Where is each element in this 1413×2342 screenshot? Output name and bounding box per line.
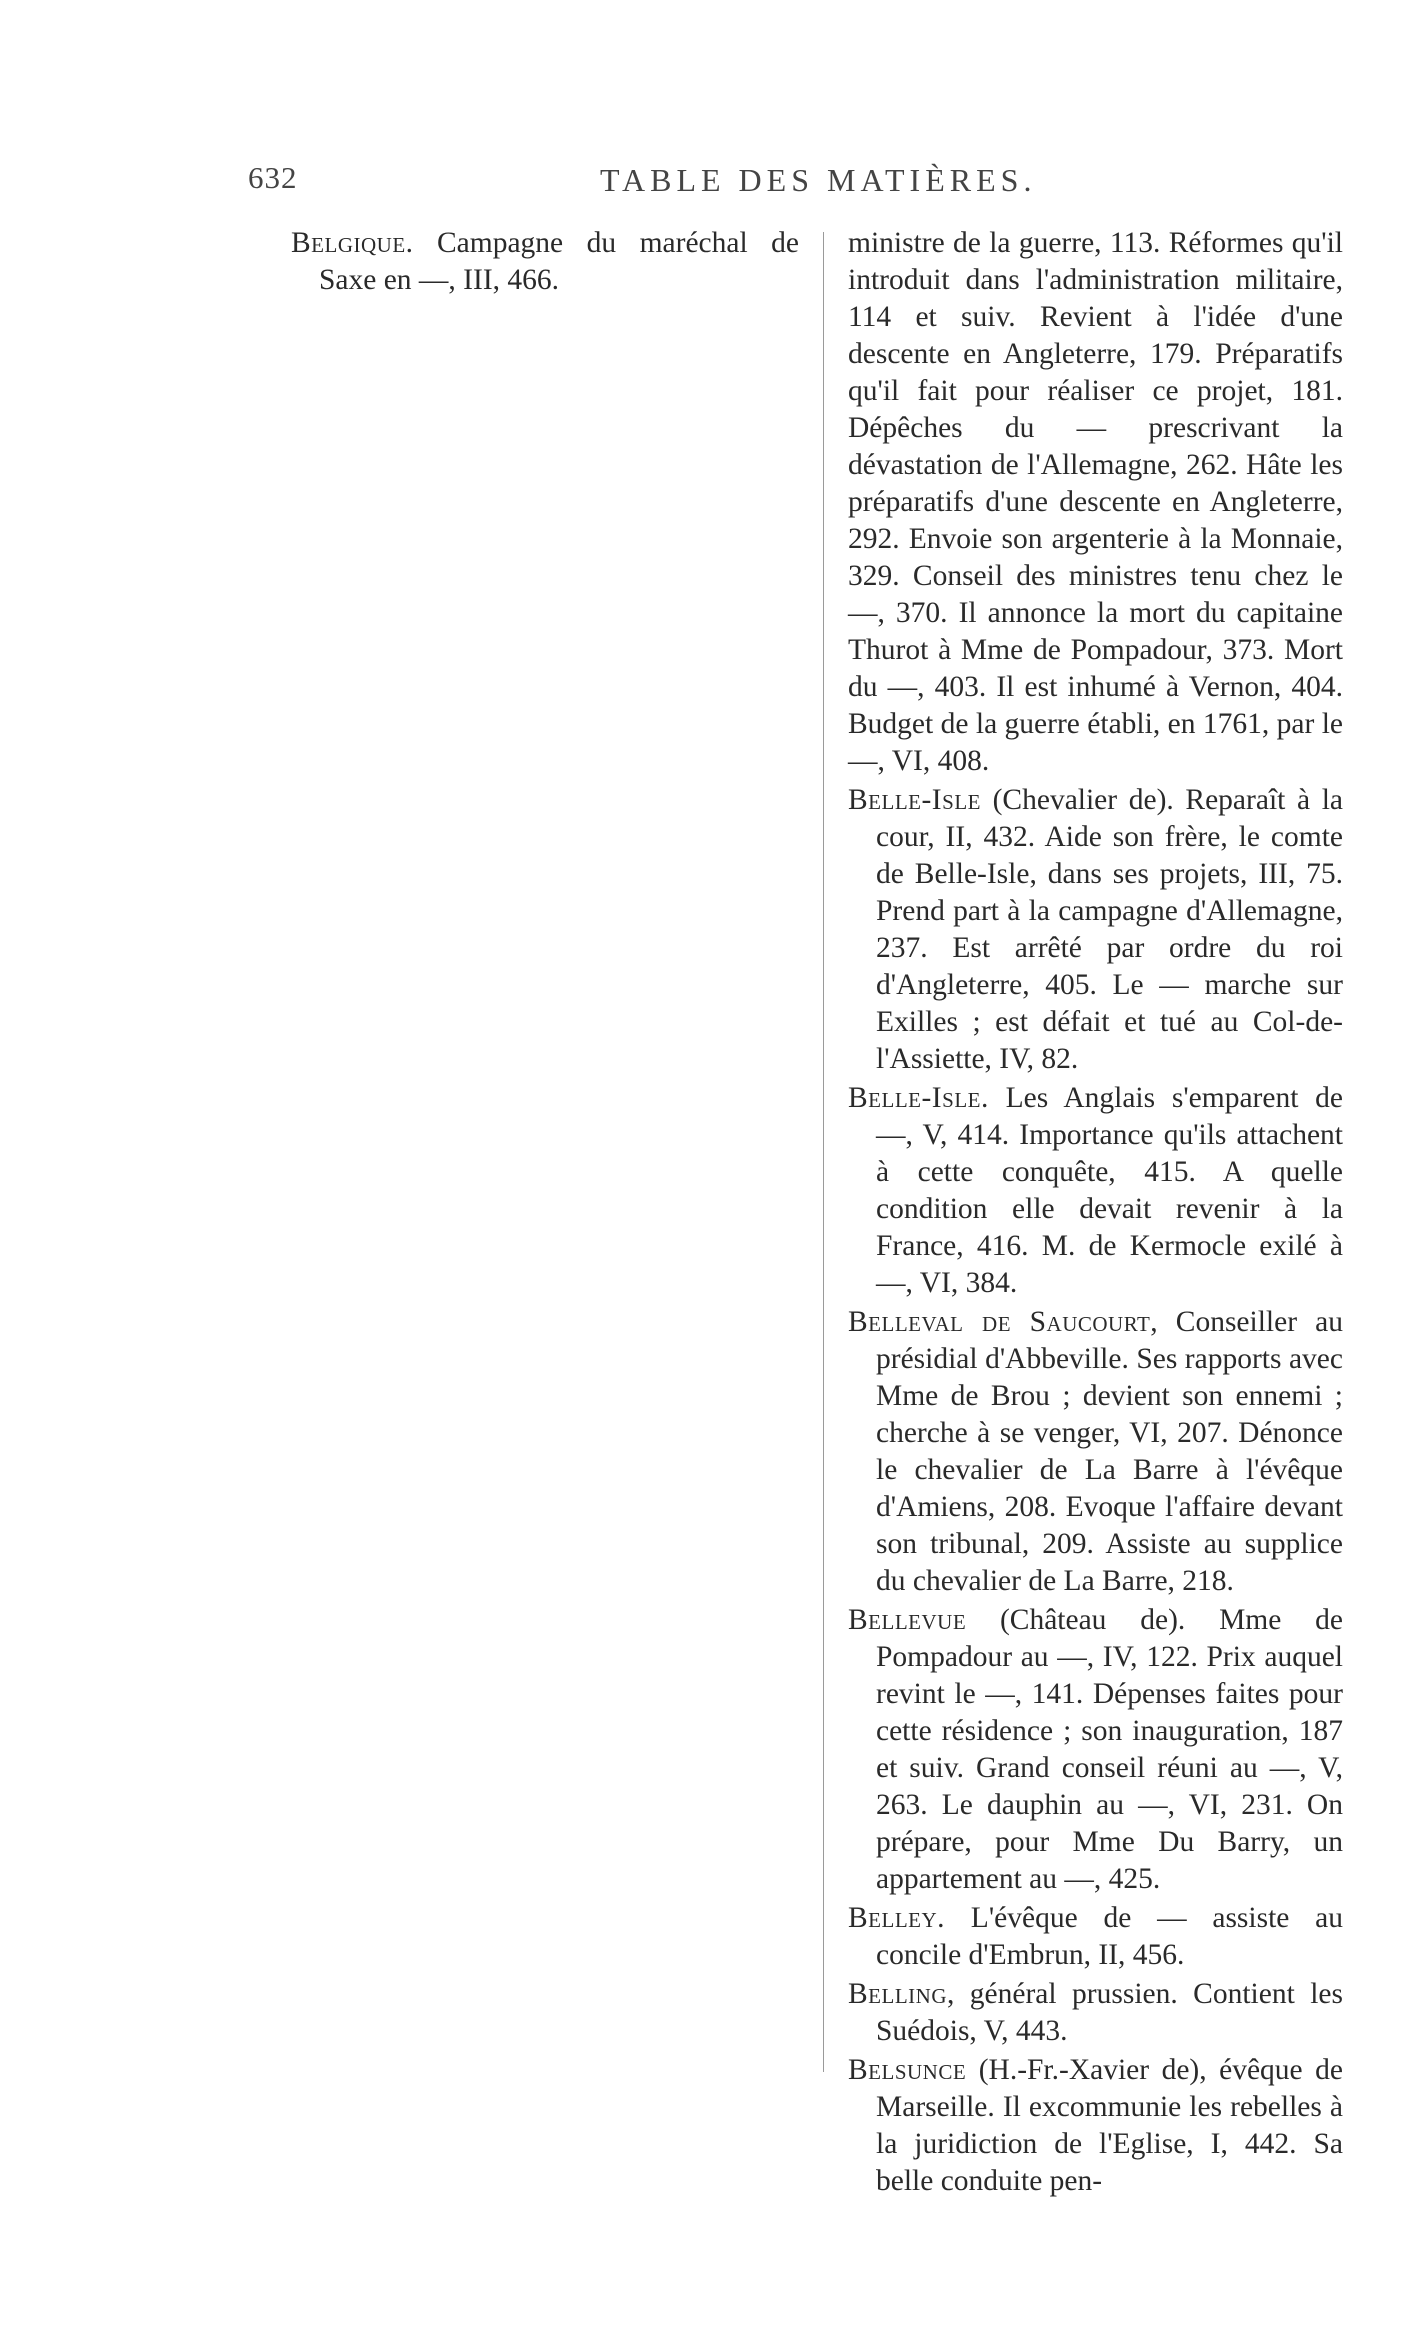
entry-headword: Belling [848, 1978, 947, 2010]
entry-headword: Belle-Isle. [848, 1082, 989, 1114]
left-column [291, 225, 799, 301]
entry-text: , général prussien. Contient les Suédois, V, 443. [876, 1978, 1343, 2047]
entry-headword: Bellevue [848, 1604, 967, 1636]
index-entry-continued [848, 225, 1343, 780]
entry-text: , Conseiller au présidial d'Abbeville. Ses rapports avec Mme de Brou ; devient son ennemi ; cherche à se venger, VI, 207. Dénonce le chevalier de La Barre à l'évêque d'Amiens, 208. Evoque l'affaire devant son tribunal, 209. Assiste au supplice du chevalier de La Barre, 218. [876, 1306, 1343, 1597]
page-number: 632 [248, 160, 298, 195]
index-entry [848, 1602, 1343, 1898]
entry-headword: Belgique. [291, 227, 414, 259]
entry-headword: Belle-Isle [848, 784, 981, 816]
entry-headword: Belleval de Saucourt [848, 1306, 1151, 1338]
index-entry [848, 1900, 1343, 1974]
entry-text: (H.-Fr.-Xavier de), évêque de Marseille. Il excommunie les rebelles à la juridiction de l'Eglise, I, 442. Sa belle conduite pen- [876, 2054, 1343, 2197]
index-entry [848, 2052, 1343, 2200]
running-head: TABLE DES MATIÈRES. [600, 162, 1037, 198]
entry-text: (Château de). Mme de Pompadour au —, IV, 122. Prix auquel revint le —, 141. Dépenses faites pour cette résidence ; son inauguration, 187 et suiv. Grand conseil réuni au —, V, 263. Le dauphin au —, VI, 231. On prépare, pour Mme Du Barry, un appartement au —, 425. [876, 1604, 1343, 1895]
index-entry [848, 1304, 1343, 1600]
entry-text: (Chevalier de). Reparaît à la cour, II, 432. Aide son frère, le comte de Belle-Isle, dans ses projets, III, 75. Prend part à la campagne d'Allemagne, 237. Est arrêté par ordre du roi d'Angleterre, 405. Le — marche sur Exilles ; est défait et tué au Col-de-l'Assiette, IV, 82. [876, 784, 1343, 1075]
entry-headword: Belsunce [848, 2054, 967, 2086]
index-entry [848, 1080, 1343, 1302]
right-column [848, 225, 1343, 2202]
index-entry [848, 782, 1343, 1078]
entry-text: Campagne du maréchal de Saxe en —, III, 466. [319, 227, 799, 296]
entry-headword: Belley. [848, 1902, 946, 1934]
entry-text: L'évêque de — assiste au concile d'Embrun, II, 456. [876, 1902, 1343, 1971]
index-entry [848, 1976, 1343, 2050]
index-entry [291, 225, 799, 299]
entry-text: ministre de la guerre, 113. Réformes qu'il introduit dans l'administration militaire, 114 et suiv. Revient à l'idée d'une descente en Angleterre, 179. Préparatifs qu'il fait pour réaliser ce projet, 181. Dépêches du — prescrivant la dévastation de l'Allemagne, 262. Hâte les préparatifs d'une descente en Angleterre, 292. Envoie son argenterie à la Monnaie, 329. Conseil des ministres tenu chez le —, 370. Il annonce la mort du capitaine Thurot à Mme de Pompadour, 373. Mort du —, 403. Il est inhumé à Vernon, 404. Budget de la guerre établi, en 1761, par le —, VI, 408. [848, 227, 1343, 777]
column-divider [823, 232, 824, 2072]
entry-text: Les Anglais s'emparent de —, V, 414. Importance qu'ils attachent à cette conquête, 415. A quelle condition elle devait revenir à la France, 416. M. de Kermocle exilé à —, VI, 384. [876, 1082, 1343, 1299]
